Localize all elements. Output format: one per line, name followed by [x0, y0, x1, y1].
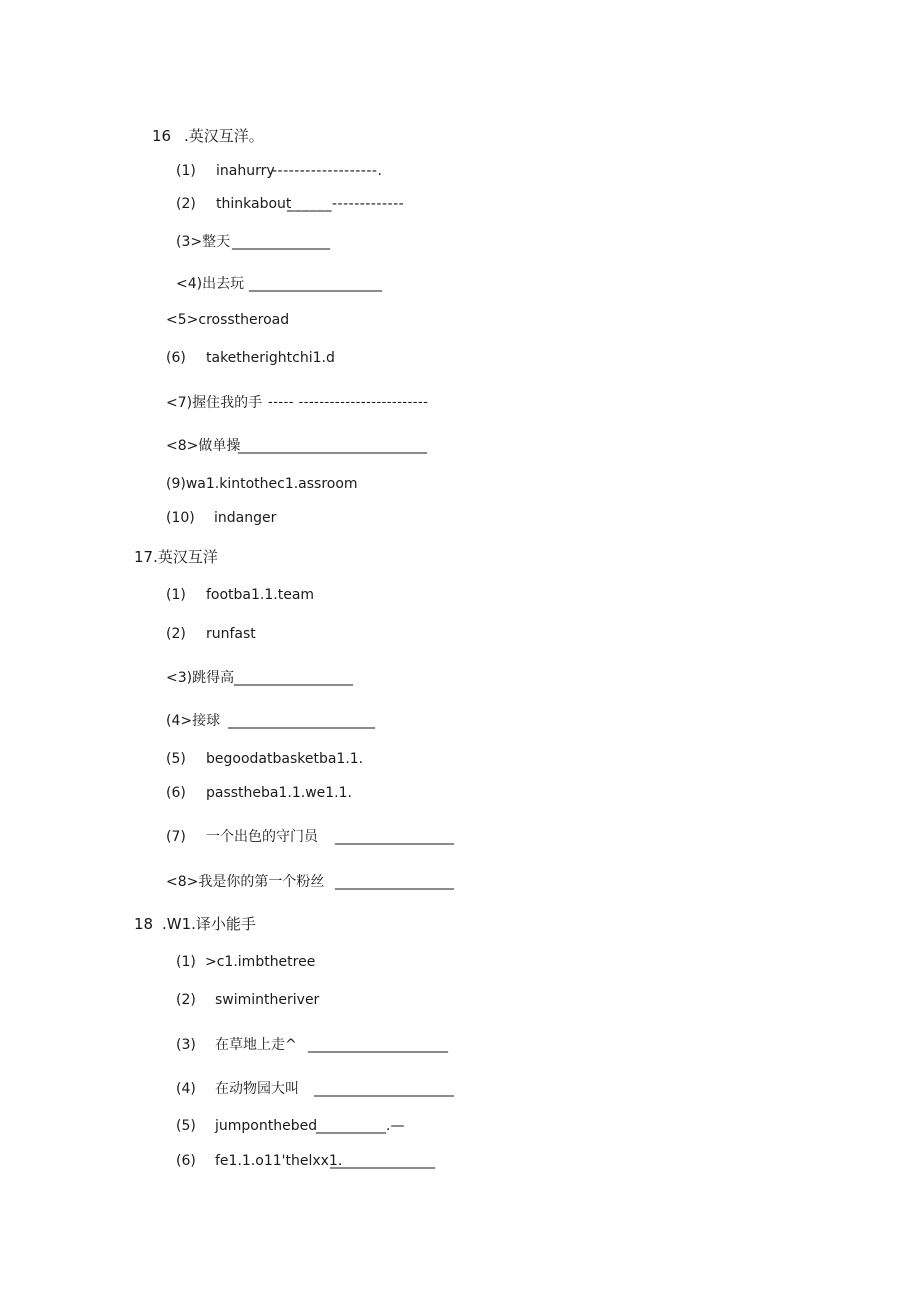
item-text: passtheba1.1.we1.1. [206, 785, 352, 801]
answer-blank[interactable]: ___________________ [249, 276, 382, 292]
answer-blank[interactable]: _________________ [335, 874, 454, 890]
item-text: <3)跳得高 [166, 670, 235, 686]
item-number: (10) [166, 510, 195, 526]
answer-blank[interactable]: ____________________ [314, 1081, 454, 1097]
answer-blank[interactable]: ----- ------------------------- [268, 395, 429, 410]
item-text: <8>做单操 [166, 438, 241, 454]
item-number: (2) [176, 992, 196, 1008]
section-number: 18 [134, 915, 154, 933]
item-number: (6) [166, 350, 186, 366]
section-number: 16 [152, 127, 172, 145]
section-title: 17.英汉互洋 [134, 548, 218, 566]
item-text: (9)wa1.kintothec1.assroom [166, 476, 358, 492]
item-text: swimintheriver [215, 992, 320, 1008]
item-number: (2) [166, 626, 186, 642]
item-number: (5) [166, 751, 186, 767]
item-number: (1) [176, 954, 196, 970]
answer-blank[interactable]: _________________ [234, 670, 353, 686]
section-title: .W1.译小能手 [162, 915, 256, 933]
item-text: inahurry [216, 163, 275, 179]
item-text: (4>接球 [166, 713, 221, 729]
item-number: (6) [176, 1153, 196, 1169]
answer-blank[interactable]: ______________ [232, 234, 330, 250]
item-text: 在动物园大叫 [215, 1081, 299, 1097]
answer-blank[interactable]: _______________ [330, 1153, 435, 1169]
item-text: 在草地上走^ [215, 1037, 297, 1053]
section-title: .英汉互洋。 [184, 127, 264, 145]
item-text: <4)出去玩 [176, 276, 245, 292]
answer-blank[interactable]: -------------------. [272, 163, 383, 179]
item-text: taketherightchi1.d [206, 350, 335, 366]
answer-blank[interactable]: __________.— [316, 1118, 405, 1134]
item-text: thinkabout [216, 196, 292, 212]
item-number: (4) [176, 1081, 196, 1097]
item-text: <8>我是你的第一个粉丝 [166, 874, 325, 890]
answer-blank[interactable]: _____________________ [228, 713, 375, 729]
item-number: (7) [166, 829, 186, 845]
item-number: (5) [176, 1118, 196, 1134]
item-text: >c1.imbthetree [205, 954, 316, 970]
item-number: (6) [166, 785, 186, 801]
answer-blank[interactable]: ______------------- [287, 196, 405, 212]
answer-blank[interactable]: ____________________ [308, 1037, 448, 1053]
item-number: (2) [176, 196, 196, 212]
item-text: (3>整天 [176, 234, 231, 250]
item-text: fe1.1.o11'thelxx1. [215, 1153, 343, 1169]
item-text: runfast [206, 626, 256, 642]
answer-blank[interactable]: ___________________________ [238, 438, 427, 454]
item-text: begoodatbasketba1.1. [206, 751, 364, 767]
item-text: 一个出色的守门员 [206, 829, 318, 845]
answer-blank[interactable]: _________________ [335, 829, 454, 845]
item-number: (1) [176, 163, 196, 179]
item-number: (3) [176, 1037, 196, 1053]
item-text: <7)握住我的手 [166, 395, 263, 411]
item-text: indanger [214, 510, 277, 526]
item-text: footba1.1.team [206, 587, 315, 603]
item-text: <5>crosstheroad [166, 312, 290, 328]
item-text: jumponthebed [215, 1118, 318, 1134]
item-number: (1) [166, 587, 186, 603]
